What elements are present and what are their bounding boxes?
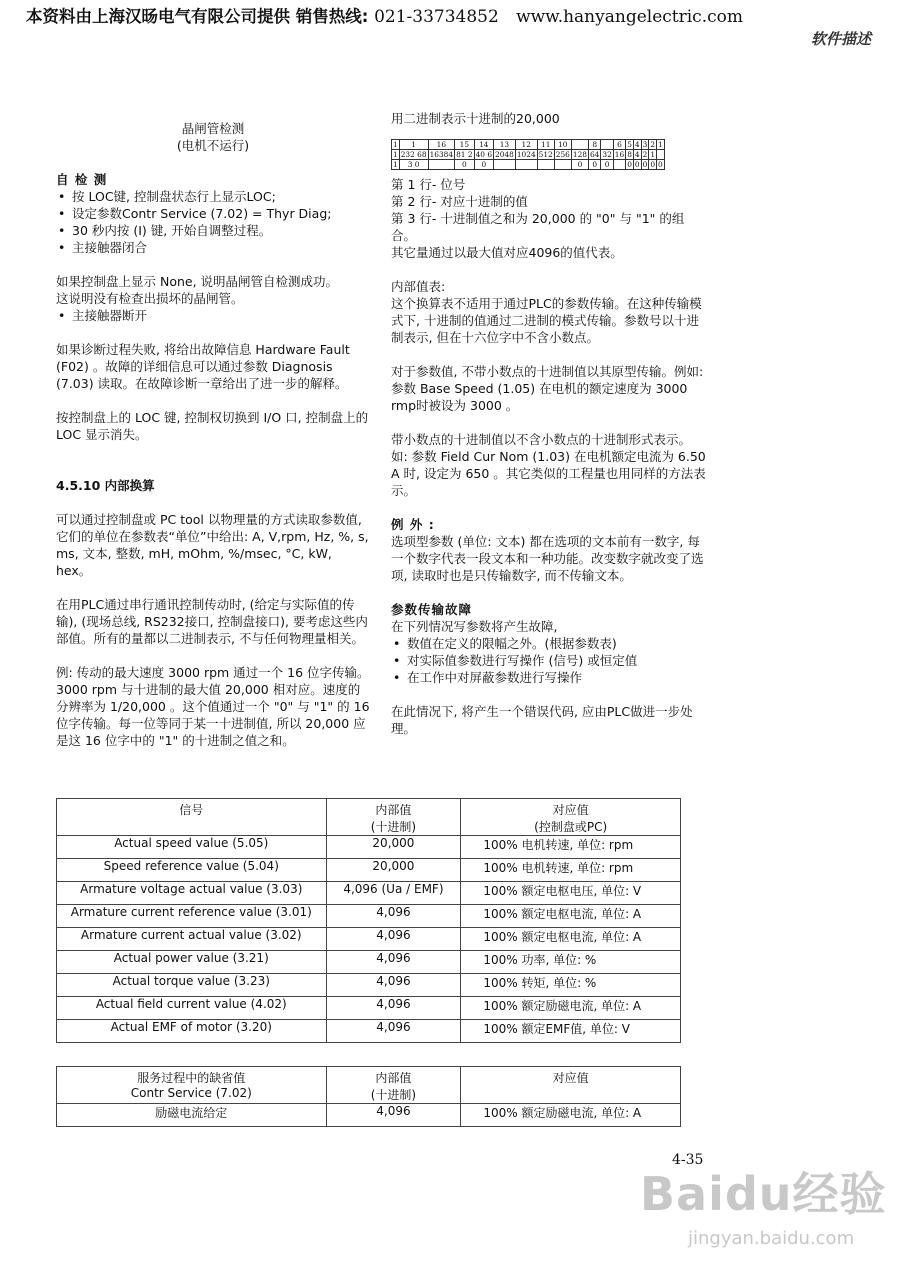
paragraph: 在下列情况写参数将产生故障, xyxy=(391,619,558,634)
table-cell: 100% 电机转速, 单位: rpm xyxy=(461,859,681,882)
table-cell: 512 xyxy=(538,150,553,159)
table-cell: 1 xyxy=(399,140,428,150)
table-row xyxy=(392,160,665,170)
table-row xyxy=(392,140,665,150)
table-header-row xyxy=(57,1067,681,1104)
list-item: • 主接触器断开 xyxy=(56,307,370,324)
table-row xyxy=(57,882,681,905)
paragraph: 选项型参数 (单位: 文本) 都在选项的文本前有一数字, 每一个数字代表一段文本和一种功能。改变数字就改变了选项, 读取时也是只传输数字, 而不传输文本。 xyxy=(391,534,704,583)
paragraph: 例: 传动的最大速度 3000 rpm 通过一个 16 位字传输。3000 rpm 与十进制的最大值 20,000 相对应。速度的分辨率为 1/20,000 。这个值通过一个 "0" 与 "1" 的 16 位字传输。每一位等同于某一十进制值, 所以 20,000 应是这 16 位字中的 "1" 的十进制之值之和。 xyxy=(56,665,370,748)
table-cell: 8 xyxy=(588,140,600,150)
table-cell: Actual EMF of motor (3.20) xyxy=(57,1020,327,1043)
table-cell: 100% 额定励磁电流, 单位: A xyxy=(461,1104,681,1127)
table-cell: Speed reference value (5.04) xyxy=(57,859,327,882)
paragraph: 可以通过控制盘或 PC tool 以物理量的方式读取参数值, 它们的单位在参数表“单位”中给出: A, V,rpm, Hz, %, s, ms, 文本, 整数, mH, mOhm, %/msec, °C, kW, hex。 xyxy=(56,512,369,578)
binary-table xyxy=(391,139,665,170)
table-row xyxy=(57,928,681,951)
table-cell: 14 xyxy=(474,140,493,150)
page-number: 4-35 xyxy=(672,1152,704,1168)
table-cell: 0 xyxy=(642,160,648,169)
fault-heading: 参数传输故障 xyxy=(391,602,473,617)
table-cell: 100% 额定EMF值, 单位: V xyxy=(461,1020,681,1043)
table-cell: 0 xyxy=(474,160,493,170)
table-cell: 100% 额定电枢电压, 单位: V xyxy=(461,882,681,905)
right-column xyxy=(391,110,709,737)
table-cell: 1024 xyxy=(516,150,536,159)
watermark xyxy=(640,1158,890,1278)
table-cell xyxy=(657,150,665,160)
table-cell: 100% 电机转速, 单位: rpm xyxy=(461,836,681,859)
paragraph: 这说明没有检查出损坏的晶闸管。 xyxy=(56,291,244,306)
table-cell: 20,000 xyxy=(326,859,461,882)
thyristor-subtitle: (电机不运行) xyxy=(176,138,250,153)
service-default-table xyxy=(56,1066,681,1127)
table-cell: 4 xyxy=(634,150,640,159)
table-cell: 20,000 xyxy=(326,836,461,859)
paragraph: 如: 参数 Field Cur Nom (1.03) 在电机额定电流为 6.50 A 时, 设定为 650 。其它类似的工程量也用同样的方法表示。 xyxy=(391,449,706,498)
list-item: • 设定参数Contr Service (7.02) = Thyr Diag; xyxy=(56,205,370,222)
table-cell: 16 xyxy=(428,140,455,150)
banner-phone: 021-33734852 xyxy=(374,7,499,27)
watermark-url: jingyan.baidu.com xyxy=(688,1228,855,1249)
section-tag: 软件描述 xyxy=(810,30,871,48)
list-item: • 主接触器闭合 xyxy=(56,239,370,256)
table-cell xyxy=(494,160,516,170)
table-cell: 0 xyxy=(601,160,613,170)
table-cell: 100% 额定电枢电流, 单位: A xyxy=(461,905,681,928)
col-header-internal: 内部值 (十进制) xyxy=(326,799,461,836)
col-header-default: 服务过程中的缺省值 Contr Service (7.02) xyxy=(57,1067,327,1104)
internal-heading: 内部值表: xyxy=(391,279,446,294)
table-cell: 13 xyxy=(494,140,516,150)
col-header-value: 对应值 (控制盘或PC) xyxy=(461,799,681,836)
table-cell: 0 xyxy=(627,160,632,169)
table-row xyxy=(57,1020,681,1043)
table-row xyxy=(57,997,681,1020)
paragraph: 如果诊断过程失败, 将给出故障信息 Hardware Fault (F02) 。故障的详细信息可以通过参数 Diagnosis (7.03) 读取。在故障诊断一章给出了进一步的解释。 xyxy=(56,342,350,391)
table-cell: 6 xyxy=(613,140,625,150)
list-item: • 在工作中对屏蔽参数进行写操作 xyxy=(391,669,709,686)
table-row xyxy=(57,974,681,997)
paragraph: 在用PLC通过串行通讯控制传动时, (给定与实际值的传输), (现场总线, RS232接口, 控制盘接口), 要考虑这些内部值。所有的量都以二进制表示, 不与任何物理量相关。 xyxy=(56,597,368,646)
banner-site: www.hanyangelectric.com xyxy=(516,7,743,27)
table-cell: 0 xyxy=(650,160,656,169)
table-cell: 1 xyxy=(393,150,398,159)
row-note: 第 2 行- 对应十进制的值 xyxy=(391,194,528,209)
table-cell xyxy=(537,160,554,170)
table-cell: 4,096 xyxy=(326,997,461,1020)
col-header-signal: 信号 xyxy=(57,799,327,836)
table-cell: 232 68 xyxy=(400,150,427,159)
table-cell: 100% 额定电枢电流, 单位: A xyxy=(461,928,681,951)
table-cell: 128 xyxy=(572,150,587,159)
section-heading: 4.5.10 内部换算 xyxy=(56,478,155,493)
table-cell xyxy=(554,160,571,170)
table-cell: 40 6 xyxy=(475,150,493,159)
table-row xyxy=(57,859,681,882)
binary-intro: 用二进制表示十进制的20,000 xyxy=(391,111,560,126)
paragraph: 这个换算表不适用于通过PLC的参数传输。在这种传输模式下, 十进制的值通过二进制的模式传输。参数号以十进制表示, 但在十六位字中不含小数点。 xyxy=(391,296,702,345)
table-cell: 8 xyxy=(627,150,632,159)
table-cell xyxy=(601,140,613,150)
col-header-value: 对应值 xyxy=(461,1067,681,1104)
paragraph: 在此情况下, 将产生一个错误代码, 应由PLC做进一步处理。 xyxy=(391,704,693,736)
table-cell: 4,096 xyxy=(326,974,461,997)
table-cell: 100% 额定励磁电流, 单位: A xyxy=(461,997,681,1020)
self-test-heading: 自 检 测 xyxy=(56,172,108,187)
table-cell: 3 0 xyxy=(399,160,428,170)
table-cell: 32 xyxy=(602,150,612,159)
fault-list xyxy=(391,635,709,686)
table-cell: 4 xyxy=(634,140,640,149)
table-cell: Armature current reference value (3.01) xyxy=(57,905,327,928)
table-cell: 2048 xyxy=(495,150,514,159)
list-item: • 30 秒内按 (I) 键, 开始自调整过程。 xyxy=(56,222,370,239)
table-cell: 3 xyxy=(642,140,648,149)
table-cell: 1 xyxy=(393,140,398,149)
table-row xyxy=(57,836,681,859)
thyristor-title: 晶闸管检测 xyxy=(181,121,245,136)
paragraph: 如果控制盘上显示 None, 说明晶闸管自检测成功。 xyxy=(56,274,339,289)
table-cell: 1 xyxy=(393,160,398,169)
table-cell: 64 xyxy=(589,150,600,159)
table-cell: 15 xyxy=(455,140,474,150)
table-cell: 16 xyxy=(614,150,625,159)
table-cell: 10 xyxy=(554,140,571,150)
table-cell xyxy=(613,160,625,170)
row-note: 其它量通过以最大值对应4096的值代表。 xyxy=(391,245,623,260)
table-cell: 0 xyxy=(658,160,663,169)
table-cell: 0 xyxy=(588,160,600,170)
banner-text: 本资料由上海汉旸电气有限公司提供 销售热线: xyxy=(26,7,369,26)
table-cell: 4,096 xyxy=(326,1020,461,1043)
list-item: • 数值在定义的限幅之外。(根据参数表) xyxy=(391,635,709,652)
contactor-list xyxy=(56,307,370,324)
table-cell: 4,096 xyxy=(326,1104,461,1127)
paragraph: 对于参数值, 不带小数点的十进制值以其原型传输。例如: 参数 Base Speed (1.05) 在电机的额定速度为 3000 rmp时被设为 3000 。 xyxy=(391,364,704,413)
table-cell: 4,096 xyxy=(326,951,461,974)
table-cell: 256 xyxy=(555,150,570,159)
table-cell xyxy=(515,160,537,170)
signal-table xyxy=(56,798,681,1043)
table-cell: 4,096 (Ua / EMF) xyxy=(326,882,461,905)
baidu-logo: Baidu经验 xyxy=(640,1167,887,1221)
table-cell: 2 xyxy=(650,140,656,149)
header-banner xyxy=(26,3,743,27)
table-cell: 100% 功率, 单位: % xyxy=(461,951,681,974)
table-row xyxy=(57,1104,681,1127)
table-cell: 100% 转矩, 单位: % xyxy=(461,974,681,997)
table-cell: Actual power value (3.21) xyxy=(57,951,327,974)
table-cell: 81 2 xyxy=(456,150,473,159)
table-cell xyxy=(428,160,455,170)
list-item: • 对实际值参数进行写操作 (信号) 或恒定值 xyxy=(391,652,709,669)
table-cell: 0 xyxy=(571,160,588,170)
table-cell: 4,096 xyxy=(326,928,461,951)
row-note: 第 1 行- 位号 xyxy=(391,177,466,192)
table-cell: 16384 xyxy=(429,150,454,159)
table-cell: 0 xyxy=(634,160,640,169)
table-cell: Armature voltage actual value (3.03) xyxy=(57,882,327,905)
table-cell: Actual field current value (4.02) xyxy=(57,997,327,1020)
row-note: 第 3 行- 十进制值之和为 20,000 的 "0" 与 "1" 的组合。 xyxy=(391,211,685,243)
table-cell: 12 xyxy=(515,140,537,150)
table-cell: 1 xyxy=(650,150,656,159)
table-cell: 11 xyxy=(537,140,554,150)
table-cell: 2 xyxy=(642,150,648,159)
table-cell xyxy=(571,140,588,150)
table-header-row xyxy=(57,799,681,836)
table-cell: 4,096 xyxy=(326,905,461,928)
paragraph: 带小数点的十进制值以不含小数点的十进制形式表示。 xyxy=(391,432,692,447)
col-header-internal: 内部值 (十进制) xyxy=(326,1067,461,1104)
example-heading: 例 外 : xyxy=(391,517,435,532)
list-item: • 按 LOC键, 控制盘状态行上显示LOC; xyxy=(56,188,370,205)
table-cell: 0 xyxy=(455,160,474,170)
table-cell: Actual torque value (3.23) xyxy=(57,974,327,997)
left-column xyxy=(56,120,370,749)
table-cell: 励磁电流给定 xyxy=(57,1104,327,1127)
table-cell: Actual speed value (5.05) xyxy=(57,836,327,859)
table-cell: 1 xyxy=(658,140,663,149)
table-row xyxy=(57,905,681,928)
table-cell: Armature current actual value (3.02) xyxy=(57,928,327,951)
paragraph: 按控制盘上的 LOC 键, 控制权切换到 I/O 口, 控制盘上的 LOC 显示消失。 xyxy=(56,410,369,442)
self-test-list xyxy=(56,188,370,256)
table-row xyxy=(57,951,681,974)
table-row xyxy=(392,150,665,160)
table-cell: 5 xyxy=(627,140,632,149)
